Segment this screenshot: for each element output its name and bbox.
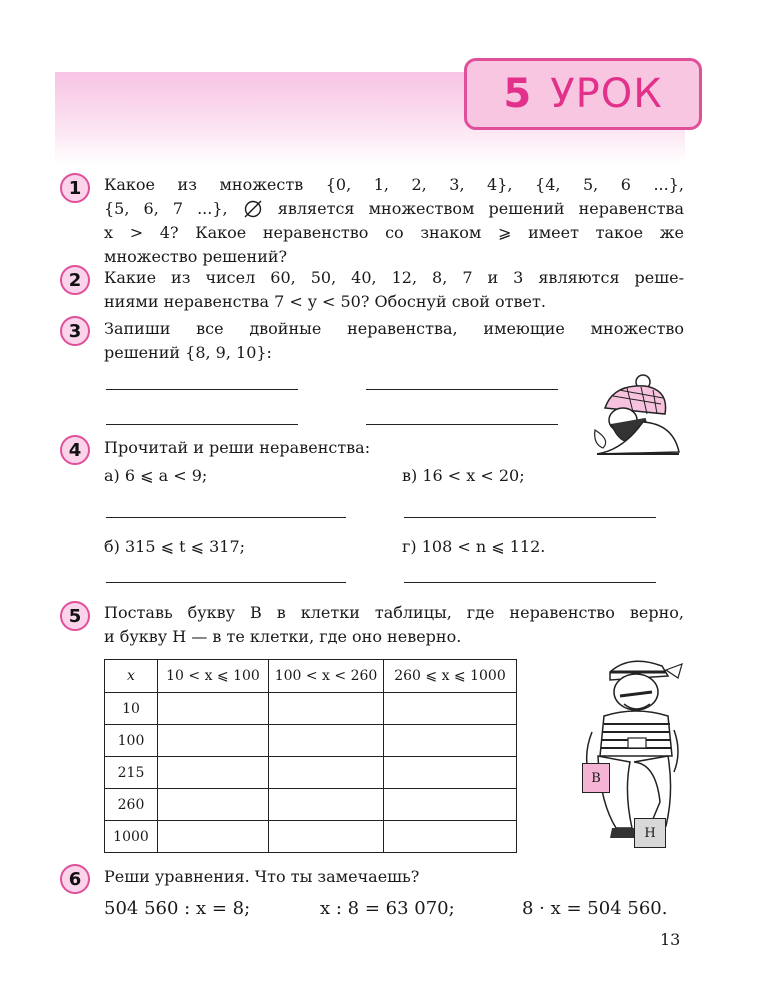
task-1-question: является множеством решений неравенства — [277, 199, 685, 218]
pirate-sitting-illustration — [570, 652, 690, 852]
equation-3: 8 · x = 504 560. — [522, 898, 668, 919]
answer-line[interactable] — [106, 582, 346, 583]
answer-cell[interactable] — [384, 757, 517, 789]
table-header: 100 < x < 260 — [269, 660, 384, 693]
table-header: x — [105, 660, 158, 693]
answer-cell[interactable] — [269, 789, 384, 821]
task-2-line-1: Какие из чисел 60, 50, 40, 12, 8, 7 и 3 являются реше- — [104, 268, 684, 287]
row-value: 215 — [105, 757, 158, 789]
task-6-badge: 6 — [60, 864, 90, 894]
task-5-line-2: и букву Н — в те клетки, где оно неверно. — [104, 627, 462, 646]
row-value: 10 — [105, 693, 158, 725]
answer-cell[interactable] — [158, 757, 269, 789]
inequality-g: г) 108 < n ⩽ 112. — [402, 537, 546, 556]
equation-2: x : 8 = 63 070; — [320, 898, 455, 919]
letter-n-box: Н — [634, 818, 666, 848]
answer-cell[interactable] — [269, 821, 384, 853]
task-6-title: Реши уравнения. Что ты замечаешь? — [104, 867, 420, 886]
letter-v-box: В — [582, 763, 610, 793]
task-3-line-2: решений {8, 9, 10}: — [104, 343, 272, 362]
page-number: 13 — [660, 930, 681, 949]
table-row — [105, 821, 517, 853]
answer-cell[interactable] — [269, 725, 384, 757]
lesson-word: УРОК — [550, 71, 663, 117]
task-5-line-1: Поставь букву В в клетки таблицы, где неравенство верно, — [104, 603, 684, 622]
task-3-line-1: Запиши все двойные неравенства, имеющие множество — [104, 319, 684, 338]
answer-cell[interactable] — [158, 725, 269, 757]
task-1-line-1: Какое из множеств {0, 1, 2, 3, 4}, {4, 5, 6 ...}, — [104, 175, 684, 194]
task-4-badge: 4 — [60, 435, 90, 465]
task-1-line-4: множество решений? — [104, 247, 288, 266]
inequality-a: а) 6 ⩽ a < 9; — [104, 466, 208, 485]
row-value: 100 — [105, 725, 158, 757]
answer-cell[interactable] — [269, 757, 384, 789]
table-header: 10 < x ⩽ 100 — [158, 660, 269, 693]
task-1-badge: 1 — [60, 173, 90, 203]
answer-line[interactable] — [366, 424, 558, 425]
answer-cell[interactable] — [158, 821, 269, 853]
answer-line[interactable] — [404, 582, 656, 583]
task-2-text — [104, 266, 684, 314]
empty-set-icon — [242, 199, 264, 217]
task-5-text — [104, 601, 684, 649]
task-1-sets: {5, 6, 7 ...}, — [104, 199, 228, 218]
answer-cell[interactable] — [269, 693, 384, 725]
answer-cell[interactable] — [384, 693, 517, 725]
task-2-badge: 2 — [60, 265, 90, 295]
task-1-line-2 — [104, 197, 684, 221]
inequality-b: б) 315 ⩽ t ⩽ 317; — [104, 537, 246, 556]
answer-line[interactable] — [106, 424, 298, 425]
task-3-badge: 3 — [60, 316, 90, 346]
answer-cell[interactable] — [384, 821, 517, 853]
task-3-text — [104, 317, 684, 365]
lesson-number: 5 — [503, 71, 533, 117]
task-1-text — [104, 173, 684, 269]
row-value: 260 — [105, 789, 158, 821]
task-1-line-3: x > 4? Какое неравенство со знаком ⩾ имеет такое же — [104, 223, 684, 242]
table-header: 260 ⩽ x ⩽ 1000 — [384, 660, 517, 693]
inequality-v: в) 16 < x < 20; — [402, 466, 525, 485]
equation-1: 504 560 : x = 8; — [104, 898, 251, 919]
table-row — [105, 725, 517, 757]
task-5-badge: 5 — [60, 601, 90, 631]
answer-table — [104, 659, 517, 853]
lesson-title — [464, 58, 702, 130]
answer-cell[interactable] — [384, 789, 517, 821]
answer-line[interactable] — [106, 517, 346, 518]
answer-cell[interactable] — [158, 693, 269, 725]
task-2-line-2: ниями неравенства 7 < y < 50? Обоснуй свой ответ. — [104, 292, 546, 311]
table-row — [105, 789, 517, 821]
answer-line[interactable] — [106, 389, 298, 390]
answer-line[interactable] — [366, 389, 558, 390]
table-row — [105, 693, 517, 725]
answer-cell[interactable] — [158, 789, 269, 821]
task-4-title: Прочитай и реши неравенства: — [104, 438, 371, 457]
row-value: 1000 — [105, 821, 158, 853]
answer-cell[interactable] — [384, 725, 517, 757]
table-header-row — [105, 660, 517, 693]
answer-line[interactable] — [404, 517, 656, 518]
table-row — [105, 757, 517, 789]
